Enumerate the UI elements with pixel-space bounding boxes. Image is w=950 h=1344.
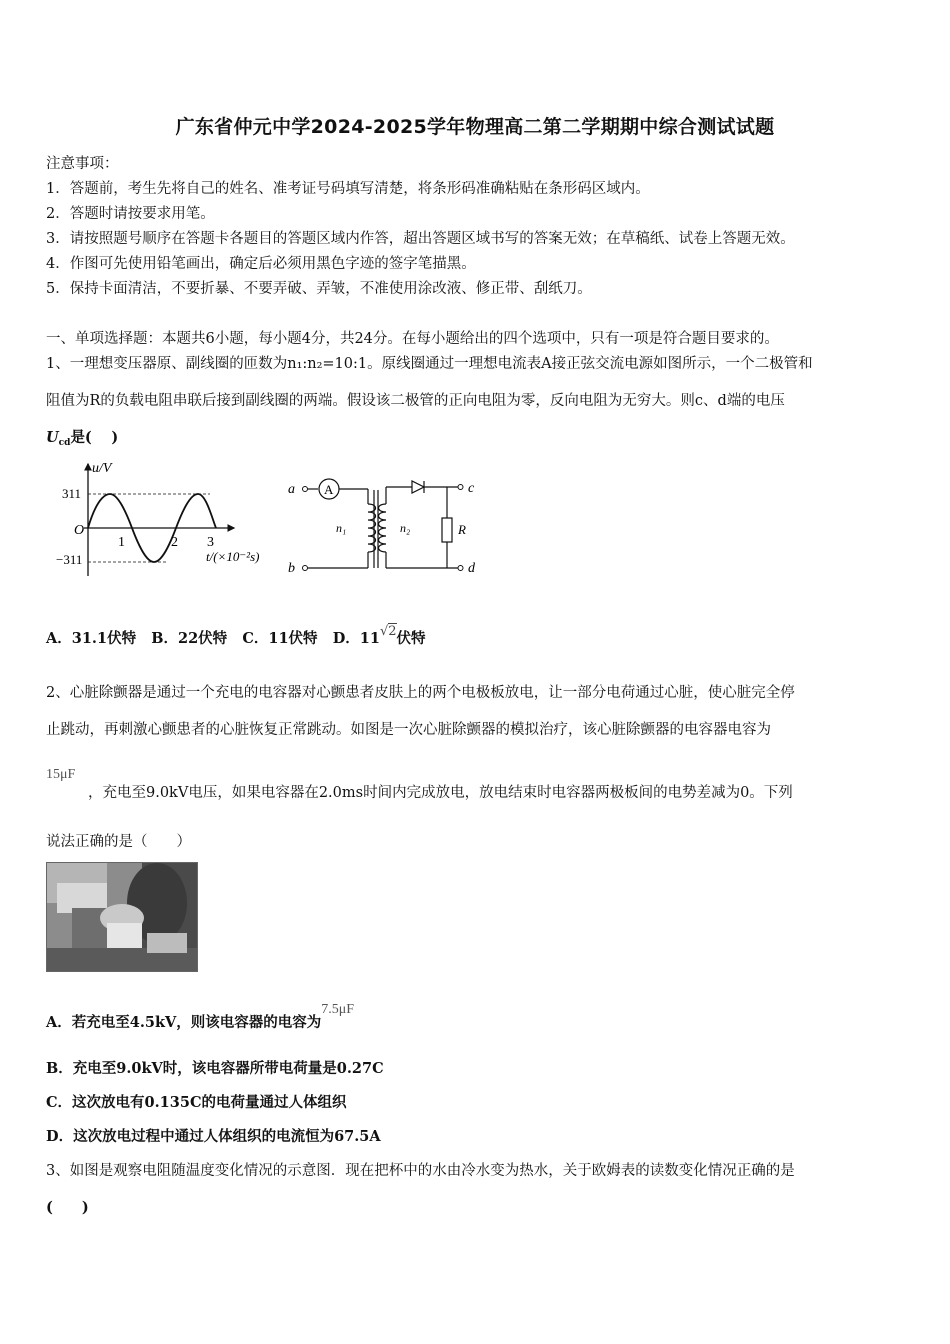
diode-icon [412, 481, 424, 493]
secondary-coil [379, 504, 387, 552]
n2-label: n₂ [400, 521, 411, 535]
option-c: C．11伏特 [242, 630, 318, 647]
q1-line-2: 阻值为R的负载电阻串联后接到副线圈的两端。假设该二极管的正向电阻为零，反向电阻为无穷大。则c、d端的电压 [46, 393, 785, 409]
section-heading: 一、单项选择题：本题共6小题，每小题4分，共24分。在每小题给出的四个选项中，只有一项是符合题目要求的。 [46, 331, 779, 347]
resistor-icon [442, 518, 452, 542]
terminal-d: d [468, 561, 475, 576]
q2-option-d: D．这次放电过程中通过人体组织的电流恒为67.5A [46, 1128, 381, 1145]
voltage-time-graph [46, 458, 286, 580]
notes-heading: 注意事项： [46, 156, 119, 172]
resistor-label: R [458, 522, 466, 537]
q2-line-1: 2、心脏除颤器是通过一个充电的电容器对心颤患者皮肤上的两个电极板放电，让一部分电荷通过心脏，使心脏完全停 [46, 685, 795, 701]
notes-item: 2．答题时请按要求用笔。 [46, 206, 215, 222]
ammeter-label: A [324, 482, 334, 497]
q2-line-3: ，充电至9.0kV电压，如果电容器在2.0ms时间内完成放电，放电结束时电容器两极板间的电势差减为0。下列 [88, 785, 793, 801]
q1-line-1: 1、一理想变压器原、副线圈的匝数为n₁:n₂=10:1。原线圈通过一理想电流表A接正弦交流电源如图所示，一个二极管和 [46, 356, 813, 372]
origin-label: O [74, 523, 85, 538]
q2-capacitance: 15μF [46, 767, 76, 782]
n1-label: n₁ [336, 521, 347, 535]
q2-line-4: 说法正确的是（ ） [46, 834, 191, 850]
q2-line-2: 止跳动，再刺激心颤患者的心脏恢复正常跳动。如图是一次心脏除颤器的模拟治疗，该心脏除颤器的电容器电容为 [46, 722, 771, 738]
notes-item: 3．请按照题号顺序在答题卡各题目的答题区域内作答，超出答题区域书写的答案无效；在草稿纸、试卷上答题无效。 [46, 231, 795, 247]
q1-line-3: $U_{cd}$是( ) [46, 429, 119, 448]
q3-line-2: ( ) [46, 1199, 89, 1216]
q3-line-1: 3、如图是观察电阻随温度变化情况的示意图．现在把杯中的水由冷水变为热水，关于欧姆表的读数变化情况正确的是 [46, 1163, 795, 1179]
x-tick-label: 3 [207, 535, 214, 550]
defibrillator-photo [46, 862, 198, 972]
q2-option-a: A．若充电至4.5kV，则该电容器的电容为7.5μF [46, 1002, 355, 1031]
q2-option-b: B．充电至9.0kV时，该电容器所带电荷量是0.27C [46, 1060, 384, 1077]
x-tick-label: 2 [171, 535, 178, 550]
terminal-b: b [288, 561, 295, 576]
notes-item: 1．答题前，考生先将自己的姓名、准考证号码填写清楚，将条形码准确粘贴在条形码区域内。 [46, 181, 650, 197]
option-a: A．31.1伏特 [46, 630, 137, 647]
q2-option-c: C．这次放电有0.135C的电荷量通过人体组织 [46, 1094, 347, 1111]
y-axis-label: u/V [92, 461, 112, 476]
terminal-c: c [468, 481, 475, 496]
y-max-label: 311 [62, 486, 82, 501]
terminal-a: a [288, 482, 295, 497]
notes-item: 4．作图可先使用铅笔画出，确定后必须用黑色字迹的签字笔描黑。 [46, 256, 476, 272]
transformer-circuit [284, 470, 484, 580]
y-min-label: −311 [56, 552, 83, 567]
option-d: D．11√2伏特 [332, 624, 426, 647]
notes-item: 5．保持卡面清洁，不要折暴、不要弄破、弄皱，不准使用涂改液、修正带、刮纸刀。 [46, 281, 592, 297]
x-tick-label: 1 [118, 535, 125, 550]
exam-title: 广东省仲元中学2024-2025学年物理高二第二学期期中综合测试试题 [175, 116, 775, 138]
q1-options [46, 624, 426, 648]
option-b: B．22伏特 [151, 630, 228, 647]
x-axis-label: t/(×10⁻²s) [206, 549, 260, 564]
